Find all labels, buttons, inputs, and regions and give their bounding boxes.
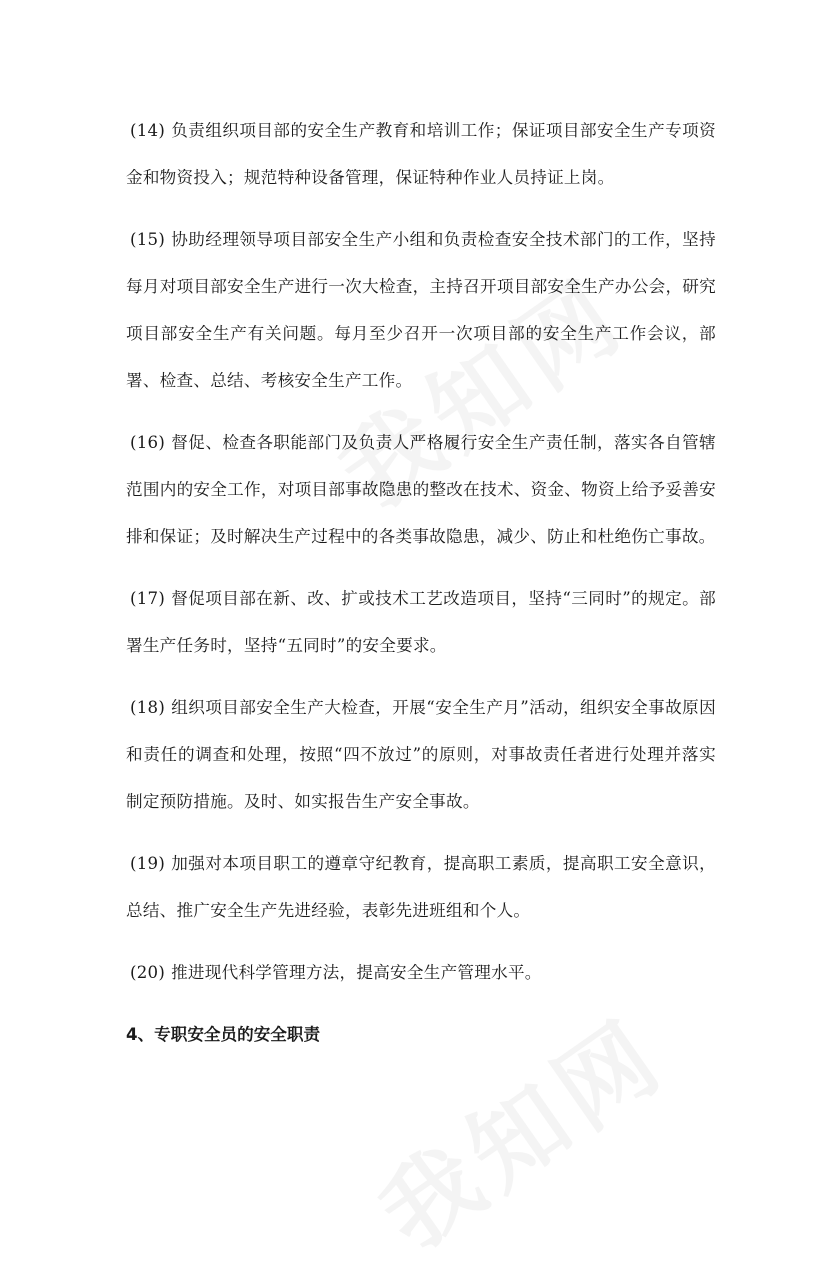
paragraph-number: (15) (130, 230, 166, 249)
paragraph-text: 加强对本项目职工的遵章守纪教育，提高职工素质，提高职工安全意识，总结、推广安全生产先进经验，表彰先进班组和个人。 (126, 854, 716, 920)
paragraph-17 (126, 575, 716, 669)
paragraph-14 (126, 107, 716, 201)
paragraph-number: (20) (130, 963, 166, 982)
paragraph-number: (19) (130, 854, 166, 873)
paragraph-text: 推进现代科学管理方法，提高安全生产管理水平。 (171, 963, 542, 982)
section-heading: 4、专职安全员的安全职责 (126, 1025, 321, 1044)
paragraph-16 (126, 419, 716, 560)
paragraph-text: 督促项目部在新、改、扩或技术工艺改造项目，坚持“三同时”的规定。部署生产任务时，坚持“五同时”的安全要求。 (126, 589, 716, 655)
paragraph-text: 组织项目部安全生产大检查，开展“安全生产月”活动，组织安全事故原因和责任的调查和处理，按照“四不放过”的原则，对事故责任者进行处理并落实制定预防措施。及时、如实报告生产安全事故。 (126, 698, 716, 811)
paragraph-number: (18) (130, 698, 166, 717)
paragraph-text: 负责组织项目部的安全生产教育和培训工作；保证项目部安全生产专项资金和物资投入；规范特种设备管理，保证特种作业人员持证上岗。 (126, 121, 716, 187)
paragraph-19 (126, 840, 716, 934)
paragraph-number: (14) (130, 121, 166, 140)
paragraph-15 (126, 216, 716, 404)
paragraph-number: (17) (130, 589, 166, 608)
paragraph-20 (126, 949, 716, 996)
paragraph-number: (16) (130, 433, 166, 452)
document-body (126, 107, 716, 1058)
paragraph-text: 督促、检查各职能部门及负责人严格履行安全生产责任制，落实各自管辖范围内的安全工作，对项目部事故隐患的整改在技术、资金、物资上给予妥善安排和保证；及时解决生产过程中的各类事故隐患，减少、防止和杜绝伤亡事故。 (126, 433, 716, 546)
paragraph-text: 协助经理领导项目部安全生产小组和负责检查安全技术部门的工作，坚持每月对项目部安全生产进行一次大检查，主持召开项目部安全生产办公会，研究项目部安全生产有关问题。每月至少召开一次项目部的安全生产工作会议，部署、检查、总结、考核安全生产工作。 (126, 230, 716, 390)
paragraph-18 (126, 684, 716, 825)
